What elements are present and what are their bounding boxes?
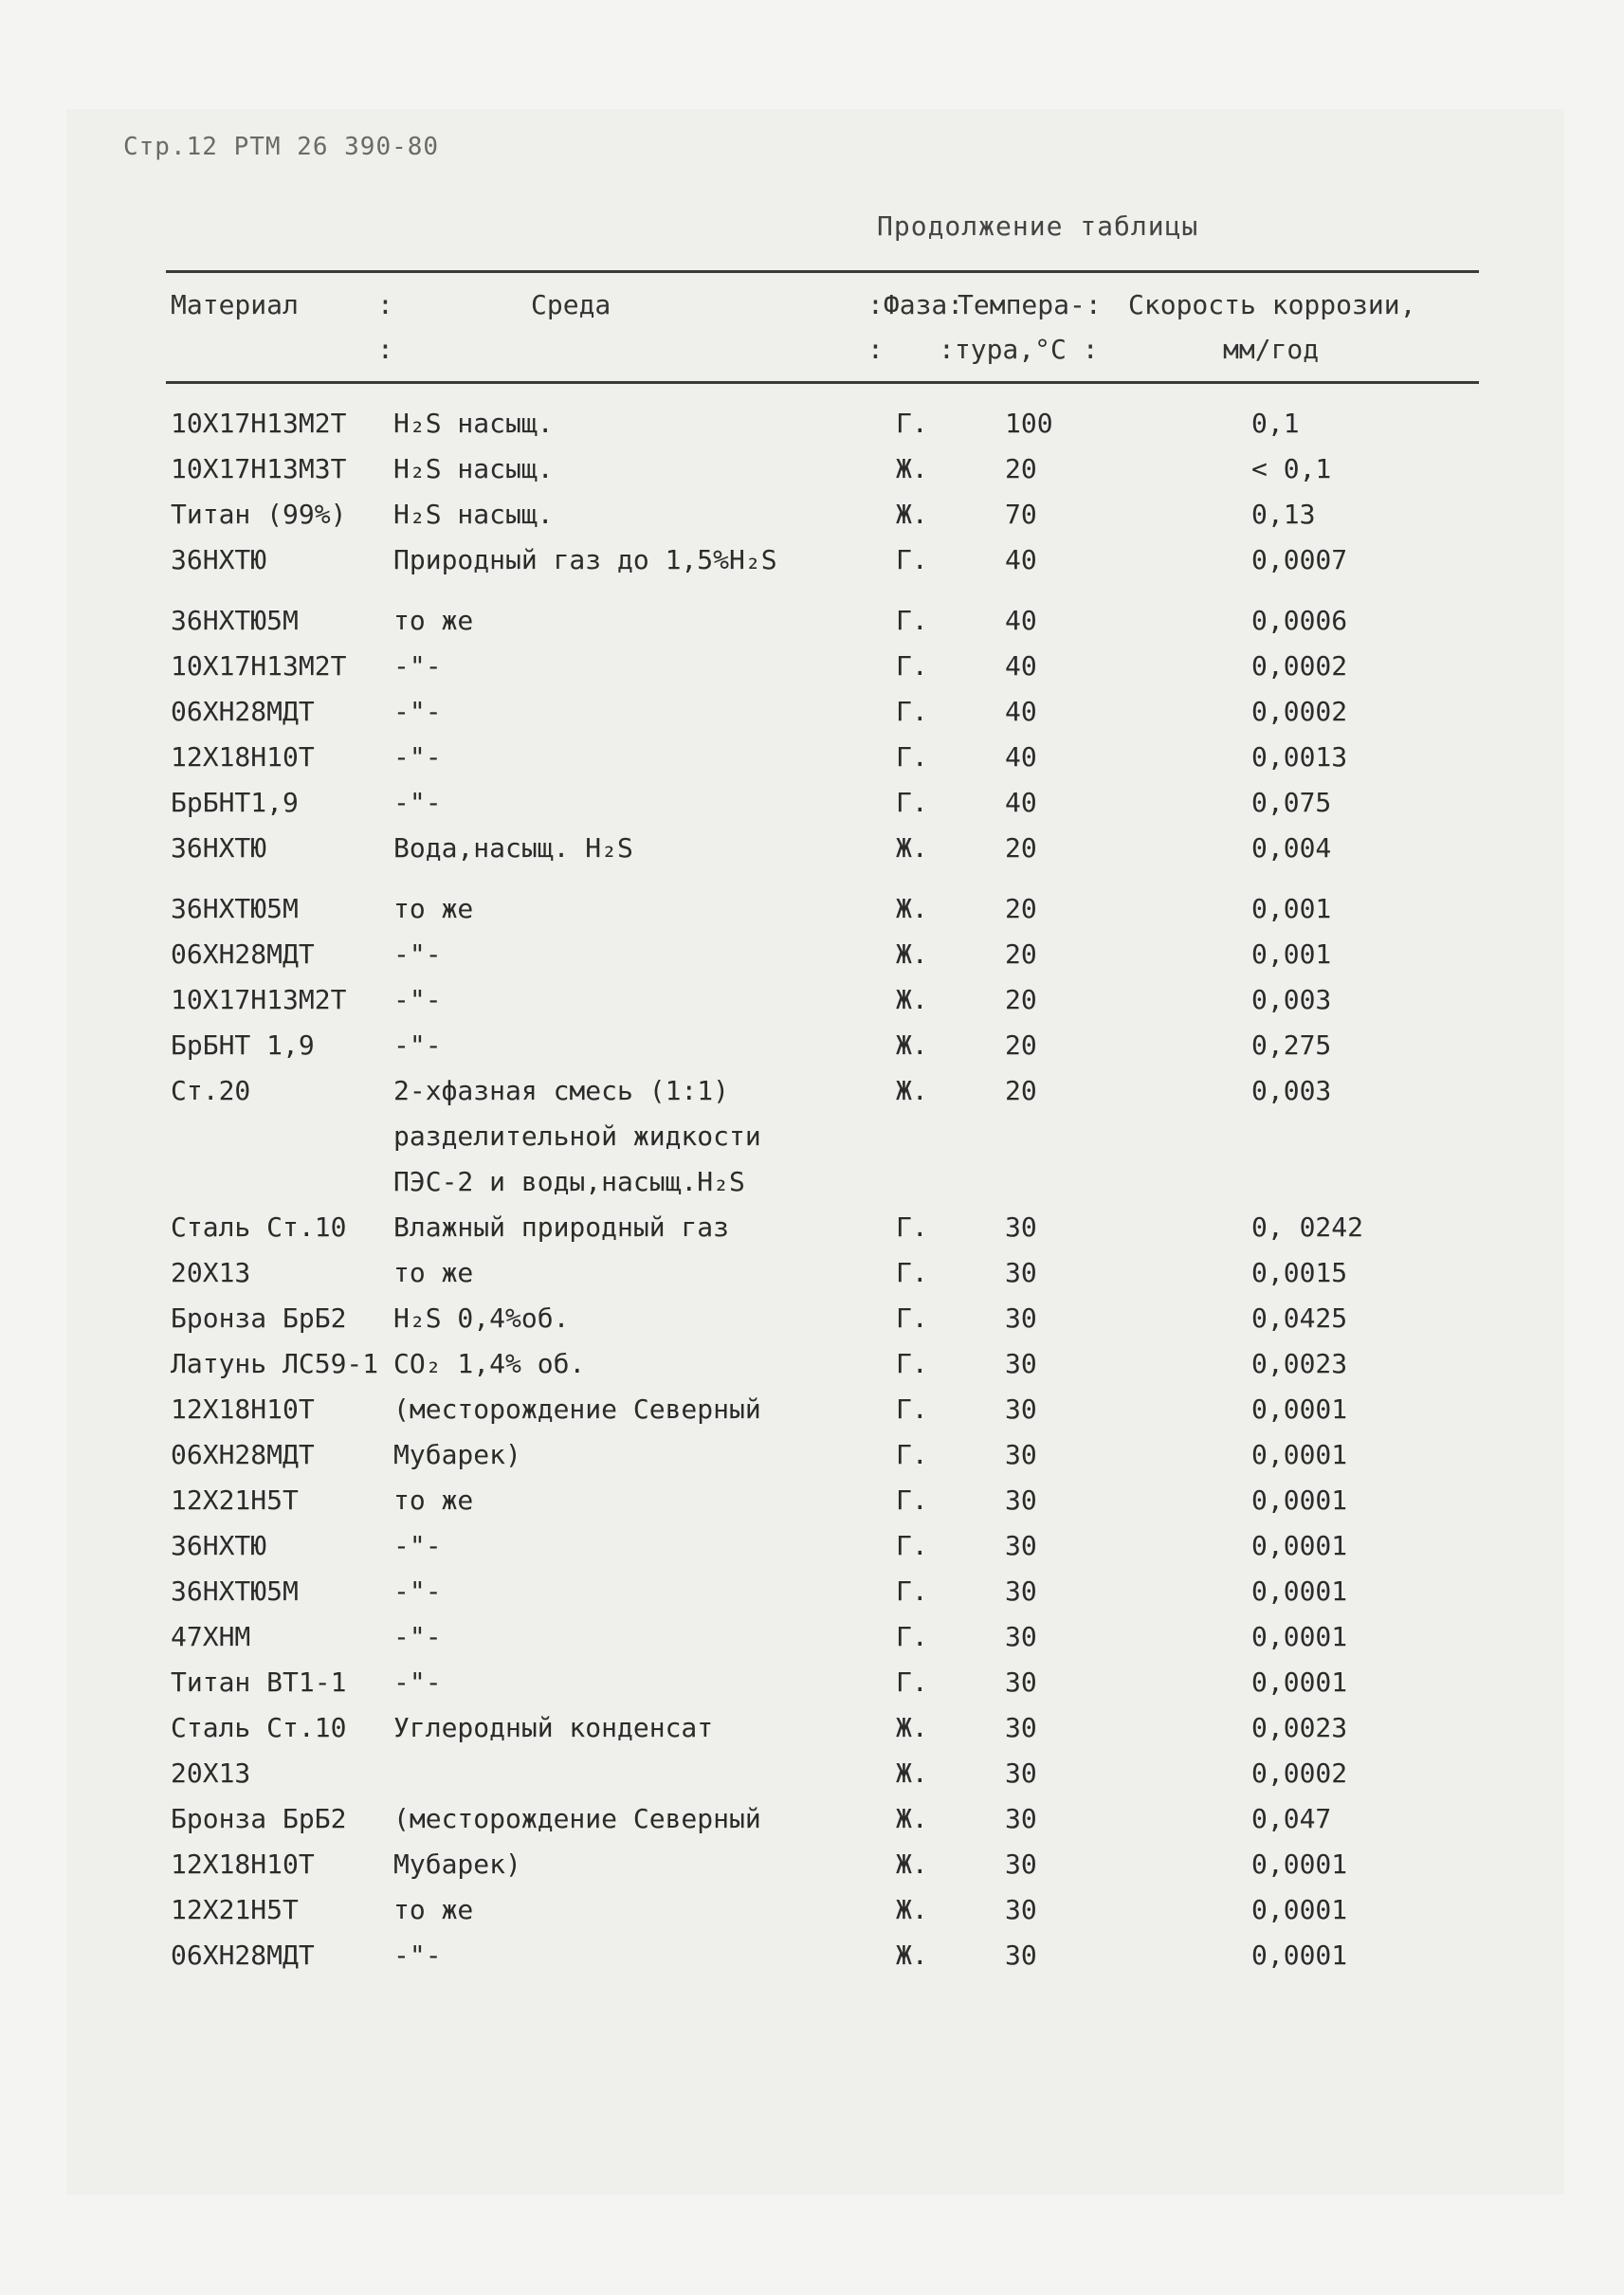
cell-phase: Г. [896,1257,928,1288]
cell-material: 10Х17Н13М3Т [171,453,347,484]
cell-temperature: 30 [1005,1894,1037,1925]
cell-environment: H₂S 0,4%об. [393,1302,570,1334]
cell-material: 12Х18Н10Т [171,1393,315,1425]
cell-temperature: 30 [1005,1530,1037,1561]
header-rate: Скорость коррозии, [1128,289,1416,320]
cell-temperature: 40 [1005,787,1037,818]
cell-corrosion-rate: 0,004 [1251,832,1332,864]
cell-phase: Г. [896,408,928,439]
cell-material: 06ХН28МДТ [171,696,315,727]
cell-material: 36НХТЮ5М [171,605,299,636]
cell-corrosion-rate: 0,0001 [1251,1530,1348,1561]
page-reference: Стр.12 РТМ 26 390-80 [123,133,440,161]
cell-environment: -"- [393,1667,442,1698]
cell-phase: Ж. [896,1894,928,1925]
cell-phase: Г. [896,1484,928,1516]
cell-temperature: 30 [1005,1849,1037,1880]
cell-temperature: 30 [1005,1211,1037,1243]
cell-corrosion-rate: 0,0013 [1251,741,1348,773]
cell-environment: (месторождение Северный [393,1393,761,1425]
cell-environment: -"- [393,741,442,773]
cell-material: Латунь ЛС59-1 [171,1348,379,1379]
cell-material: 12Х21Н5Т [171,1894,299,1925]
cell-corrosion-rate: 0,0001 [1251,1894,1348,1925]
table-row [0,1302,1624,1348]
table-top-rule [166,270,1479,273]
cell-temperature: 30 [1005,1667,1037,1698]
table-row [0,650,1624,696]
cell-material: Бронза БрБ2 [171,1302,347,1334]
cell-phase: Г. [896,1621,928,1652]
cell-material: 12Х21Н5Т [171,1484,299,1516]
table-row [0,741,1624,787]
cell-temperature: 40 [1005,544,1037,575]
table-row [0,1712,1624,1758]
cell-temperature: 40 [1005,741,1037,773]
cell-corrosion-rate: 0,0002 [1251,1758,1348,1789]
cell-material: 10Х17Н13М2Т [171,408,347,439]
cell-phase: Г. [896,1576,928,1607]
cell-corrosion-rate: 0,0001 [1251,1393,1348,1425]
table-row [0,984,1624,1029]
cell-phase: Г. [896,1667,928,1698]
header-material: Материал [171,289,299,320]
cell-environment: -"- [393,1576,442,1607]
cell-material: 47ХНМ [171,1621,251,1652]
cell-phase: Ж. [896,499,928,530]
cell-temperature: 20 [1005,1029,1037,1061]
cell-phase: Ж. [896,938,928,970]
cell-environment: Вода,насыщ. H₂S [393,832,633,864]
table-row [0,1211,1624,1257]
cell-temperature: 40 [1005,605,1037,636]
cell-corrosion-rate: 0,0023 [1251,1348,1348,1379]
cell-phase: Ж. [896,1712,928,1743]
cell-material: 12Х18Н10Т [171,1849,315,1880]
cell-environment: -"- [393,938,442,970]
cell-environment: то же [393,1894,474,1925]
cell-environment: -"- [393,1029,442,1061]
cell-phase: Ж. [896,1849,928,1880]
header-separator: : [377,289,393,320]
cell-corrosion-rate: 0, 0242 [1251,1211,1364,1243]
cell-environment: то же [393,605,474,636]
cell-material: 36НХТЮ [171,832,267,864]
cell-phase: Г. [896,696,928,727]
cell-environment: Мубарек) [393,1849,521,1880]
cell-phase: Ж. [896,1940,928,1971]
cell-temperature: 20 [1005,1075,1037,1106]
table-row [0,893,1624,938]
header-separator: : [867,334,884,365]
cell-phase: Г. [896,605,928,636]
cell-corrosion-rate: 0,0002 [1251,696,1348,727]
cell-environment: разделительной жидкости [393,1120,761,1152]
cell-temperature: 30 [1005,1348,1037,1379]
cell-phase: Г. [896,1211,928,1243]
cell-phase: Ж. [896,984,928,1015]
cell-phase: Ж. [896,1758,928,1789]
cell-phase: Ж. [896,453,928,484]
table-row [0,1667,1624,1712]
cell-corrosion-rate: 0,075 [1251,787,1332,818]
cell-phase: Ж. [896,1803,928,1834]
cell-temperature: 30 [1005,1803,1037,1834]
table-row [0,1484,1624,1530]
cell-phase: Ж. [896,832,928,864]
header-temperature-cont: :тура,°С : [939,334,1099,365]
table-row [0,1621,1624,1667]
cell-corrosion-rate: 0,003 [1251,984,1332,1015]
cell-temperature: 30 [1005,1257,1037,1288]
cell-corrosion-rate: 0,0002 [1251,650,1348,682]
cell-corrosion-rate: 0,0001 [1251,1484,1348,1516]
cell-environment: CO₂ 1,4% об. [393,1348,586,1379]
cell-phase: Г. [896,1393,928,1425]
table-row [0,1348,1624,1393]
cell-temperature: 20 [1005,893,1037,924]
cell-corrosion-rate: 0,0006 [1251,605,1348,636]
cell-material: 06ХН28МДТ [171,1439,315,1470]
table-row [0,499,1624,544]
table-row [0,1576,1624,1621]
cell-material: БрБНТ1,9 [171,787,299,818]
cell-corrosion-rate: 0,0001 [1251,1621,1348,1652]
table-row [0,408,1624,453]
header-separator: : [377,334,393,365]
cell-environment: (месторождение Северный [393,1803,761,1834]
cell-environment: то же [393,1484,474,1516]
cell-temperature: 20 [1005,984,1037,1015]
cell-environment: 2-хфазная смесь (1:1) [393,1075,730,1106]
cell-temperature: 30 [1005,1712,1037,1743]
cell-temperature: 30 [1005,1484,1037,1516]
cell-phase: Ж. [896,1075,928,1106]
cell-environment: -"- [393,1940,442,1971]
cell-temperature: 20 [1005,832,1037,864]
cell-corrosion-rate: 0,1 [1251,408,1300,439]
cell-phase: Г. [896,741,928,773]
cell-material: 20Х13 [171,1257,251,1288]
table-row [0,1393,1624,1439]
cell-corrosion-rate: 0,047 [1251,1803,1332,1834]
cell-temperature: 30 [1005,1758,1037,1789]
cell-material: Сталь Ст.10 [171,1712,347,1743]
cell-environment: -"- [393,1530,442,1561]
cell-environment: Углеродный конденсат [393,1712,714,1743]
cell-corrosion-rate: 0,0001 [1251,1940,1348,1971]
cell-phase: Г. [896,787,928,818]
cell-environment: то же [393,1257,474,1288]
cell-corrosion-rate: 0,001 [1251,938,1332,970]
table-row [0,1029,1624,1075]
table-row [0,1075,1624,1120]
cell-environment: H₂S насыщ. [393,408,554,439]
header-rate-unit: мм/год [1223,334,1320,365]
table-row [0,1257,1624,1302]
cell-material: 10Х17Н13М2Т [171,650,347,682]
continuation-label: Продолжение таблицы [877,210,1199,242]
cell-phase: Г. [896,544,928,575]
table-row [0,1940,1624,1985]
cell-environment: ПЭС-2 и воды,насыщ.H₂S [393,1166,745,1197]
cell-corrosion-rate: 0,001 [1251,893,1332,924]
cell-environment: -"- [393,650,442,682]
cell-corrosion-rate: 0,0015 [1251,1257,1348,1288]
cell-material: БрБНТ 1,9 [171,1029,315,1061]
cell-environment: -"- [393,984,442,1015]
table-row [0,544,1624,590]
cell-material: 10Х17Н13М2Т [171,984,347,1015]
cell-corrosion-rate: 0,0023 [1251,1712,1348,1743]
cell-corrosion-rate: 0,275 [1251,1029,1332,1061]
cell-temperature: 20 [1005,938,1037,970]
cell-temperature: 30 [1005,1621,1037,1652]
cell-material: 12Х18Н10Т [171,741,315,773]
header-environment: Среда [531,289,611,320]
cell-material: 36НХТЮ [171,1530,267,1561]
cell-corrosion-rate: 0,0001 [1251,1576,1348,1607]
cell-temperature: 30 [1005,1940,1037,1971]
table-row [0,1849,1624,1894]
cell-phase: Г. [896,1348,928,1379]
cell-temperature: 30 [1005,1439,1037,1470]
cell-environment: H₂S насыщ. [393,499,554,530]
cell-material: 36НХТЮ [171,544,267,575]
cell-corrosion-rate: 0,13 [1251,499,1316,530]
cell-environment: -"- [393,787,442,818]
cell-material: Ст.20 [171,1075,251,1106]
cell-temperature: 20 [1005,453,1037,484]
cell-material: 20Х13 [171,1758,251,1789]
table-row [0,1439,1624,1484]
cell-phase: Ж. [896,1029,928,1061]
cell-environment: H₂S насыщ. [393,453,554,484]
cell-material: Бронза БрБ2 [171,1803,347,1834]
cell-material: 06ХН28МДТ [171,938,315,970]
table-row [0,1894,1624,1940]
table-row [0,1803,1624,1849]
cell-environment: Природный газ до 1,5%H₂S [393,544,777,575]
cell-phase: Г. [896,1530,928,1561]
table-row [0,787,1624,832]
table-row [0,605,1624,650]
cell-phase: Г. [896,650,928,682]
table-row [0,1120,1624,1166]
cell-corrosion-rate: 0,0425 [1251,1302,1348,1334]
cell-material: Титан ВТ1-1 [171,1667,347,1698]
header-temperature: Темпера-: [958,289,1102,320]
table-row [0,1530,1624,1576]
cell-temperature: 30 [1005,1393,1037,1425]
header-phase: :Фаза: [867,289,964,320]
cell-environment: -"- [393,1621,442,1652]
cell-phase: Г. [896,1439,928,1470]
cell-phase: Г. [896,1302,928,1334]
cell-temperature: 30 [1005,1576,1037,1607]
cell-material: 36НХТЮ5М [171,893,299,924]
cell-temperature: 30 [1005,1302,1037,1334]
cell-temperature: 40 [1005,650,1037,682]
table-row [0,1758,1624,1803]
cell-phase: Ж. [896,893,928,924]
cell-corrosion-rate: 0,0001 [1251,1849,1348,1880]
cell-environment: Влажный природный газ [393,1211,730,1243]
cell-environment: Мубарек) [393,1439,521,1470]
table-row [0,696,1624,741]
cell-temperature: 100 [1005,408,1053,439]
table-row [0,832,1624,878]
cell-corrosion-rate: 0,003 [1251,1075,1332,1106]
cell-corrosion-rate: < 0,1 [1251,453,1332,484]
cell-material: Сталь Ст.10 [171,1211,347,1243]
cell-temperature: 70 [1005,499,1037,530]
cell-environment: -"- [393,696,442,727]
cell-corrosion-rate: 0,0001 [1251,1439,1348,1470]
cell-temperature: 40 [1005,696,1037,727]
cell-corrosion-rate: 0,0007 [1251,544,1348,575]
cell-corrosion-rate: 0,0001 [1251,1667,1348,1698]
cell-environment: то же [393,893,474,924]
cell-material: 06ХН28МДТ [171,1940,315,1971]
table-row [0,938,1624,984]
table-row [0,1166,1624,1211]
table-row [0,453,1624,499]
cell-material: 36НХТЮ5М [171,1576,299,1607]
cell-material: Титан (99%) [171,499,347,530]
table-header-rule [166,381,1479,384]
